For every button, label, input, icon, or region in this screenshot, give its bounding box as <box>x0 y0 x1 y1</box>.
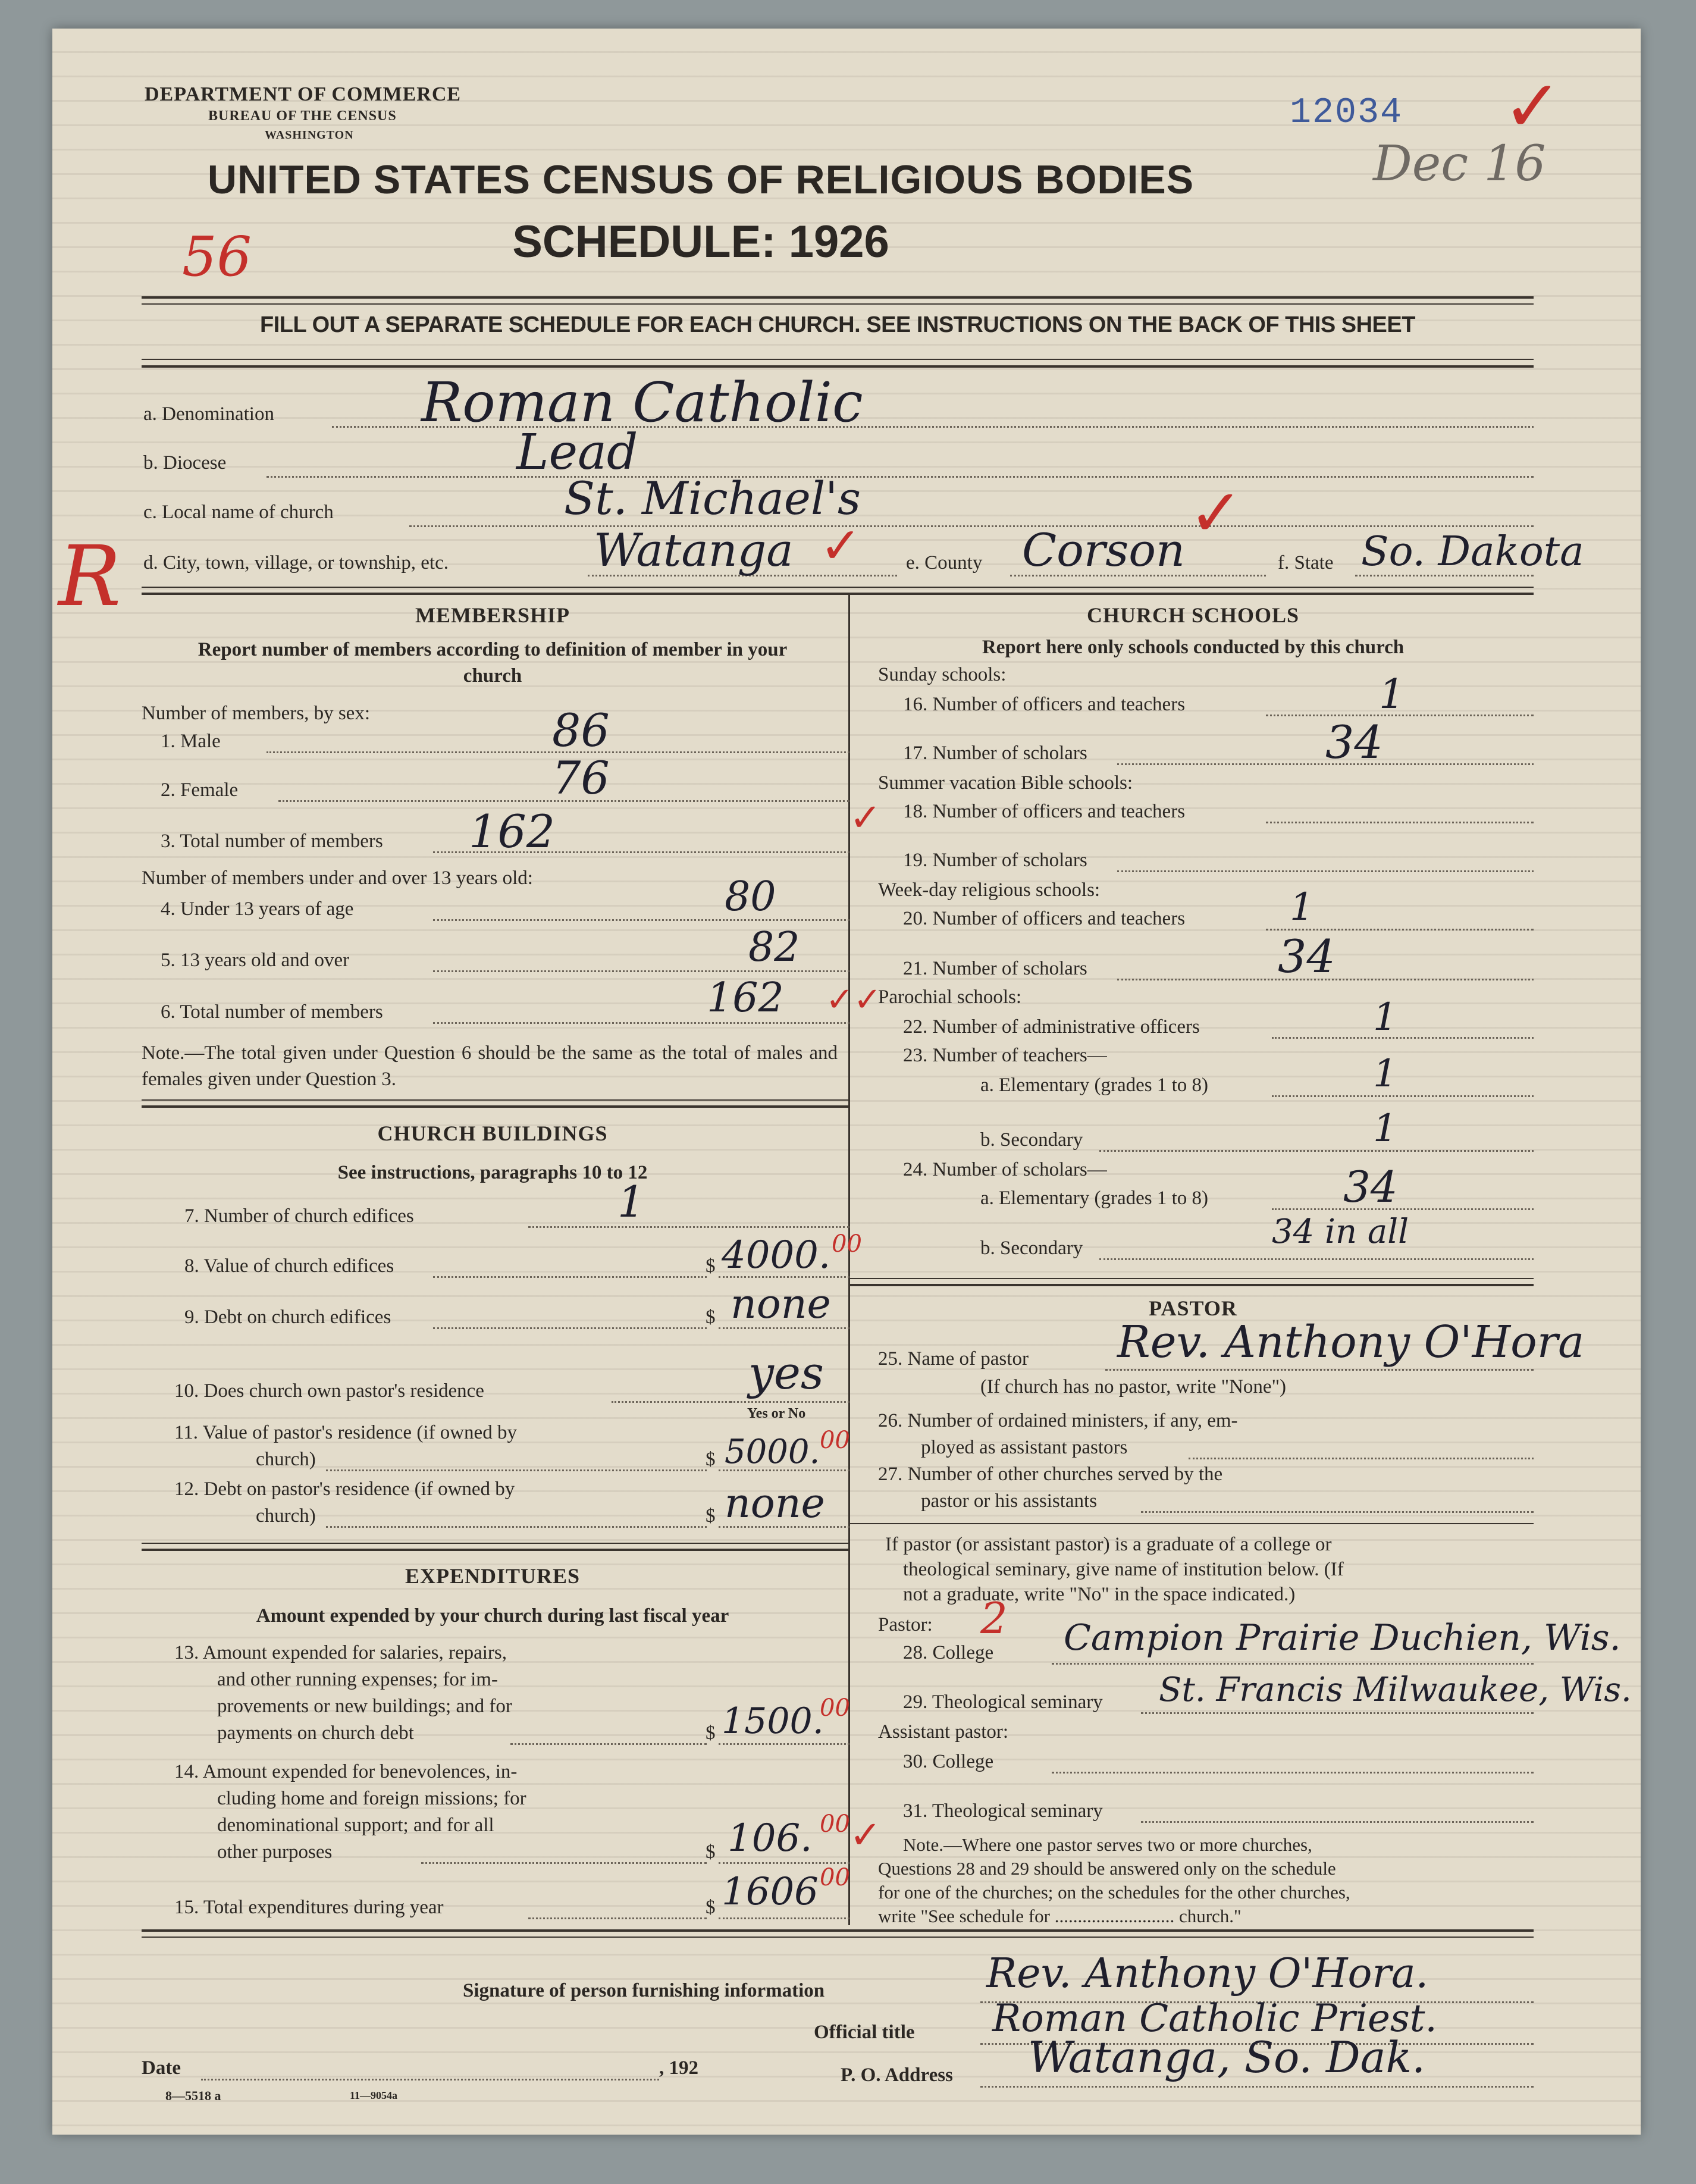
county-value: Corson <box>1022 524 1185 576</box>
po-address-line[interactable] <box>980 2086 1534 2088</box>
buildings-rule-2 <box>142 1549 848 1551</box>
red-check-city: ✓ <box>820 516 862 575</box>
q23b-value: 1 <box>1373 1107 1397 1151</box>
parochial-schools-label: Parochial schools: <box>878 986 1022 1008</box>
pastor-note-2: Questions 28 and 29 should be answered only on the schedule <box>878 1858 1336 1879</box>
membership-rule-2 <box>142 1105 848 1108</box>
q8-cents-mark: 00 <box>832 1230 862 1258</box>
q22-value: 1 <box>1373 995 1397 1039</box>
form-title: UNITED STATES CENSUS OF RELIGIOUS BODIES <box>207 157 1195 202</box>
q29-line[interactable] <box>1141 1712 1534 1714</box>
q12-residence-debt-label-1: 12. Debt on pastor's residence (if owned by <box>174 1478 515 1500</box>
buildings-rule <box>142 1543 848 1544</box>
q28-label: 28. College <box>903 1642 994 1663</box>
q28-line[interactable] <box>1052 1663 1534 1665</box>
q17-label: 17. Number of scholars <box>903 742 1087 764</box>
q25-value: Rev. Anthony O'Hora <box>1117 1317 1585 1368</box>
local-name-line[interactable] <box>409 525 1534 527</box>
q24-label: 24. Number of scholars— <box>903 1159 1107 1180</box>
q11-dollar-sign: $ <box>706 1449 716 1470</box>
q23-label: 23. Number of teachers— <box>903 1045 1107 1066</box>
q23a-label: a. Elementary (grades 1 to 8) <box>980 1074 1209 1096</box>
header-rule-bottom <box>142 359 1534 360</box>
pastor-rule <box>848 1523 1534 1524</box>
state-label: f. State <box>1278 552 1334 574</box>
department-heading: DEPARTMENT OF COMMERCE <box>145 83 462 105</box>
q14-cents-mark: 00 <box>820 1810 850 1838</box>
q24b-line[interactable] <box>1099 1258 1534 1260</box>
q11-cents-mark: 00 <box>820 1427 850 1454</box>
q21-value: 34 <box>1278 930 1336 983</box>
q8-value-label: 8. Value of church edifices <box>184 1255 394 1277</box>
membership-intro: Report number of members according to definition of member in your church <box>197 639 788 687</box>
signature-label: Signature of person furnishing information <box>463 1980 825 2001</box>
census-schedule-sheet <box>52 29 1641 2135</box>
q13-line[interactable] <box>510 1743 707 1745</box>
q14-label-4: other purposes <box>217 1841 333 1863</box>
expenditures-subtitle: Amount expended by your church during last fiscal year <box>256 1605 729 1627</box>
q23a-value: 1 <box>1373 1052 1397 1096</box>
q15-line[interactable] <box>528 1917 707 1919</box>
q12-value: none <box>725 1480 825 1527</box>
q30-line[interactable] <box>1052 1772 1534 1773</box>
city-label: d. City, town, village, or township, etc. <box>143 552 449 574</box>
q9-line[interactable] <box>433 1327 707 1329</box>
q30-label: 30. College <box>903 1751 994 1772</box>
q24a-line[interactable] <box>1272 1208 1534 1210</box>
official-title-label: Official title <box>814 2022 915 2043</box>
q16-value: 1 <box>1379 671 1405 718</box>
q13-label-1: 13. Amount expended for salaries, repairs, <box>174 1642 507 1663</box>
red-check-mark-top: ✓ <box>1503 65 1563 148</box>
summer-schools-label: Summer vacation Bible schools: <box>878 772 1133 794</box>
q13-label-2: and other running expenses; for im- <box>217 1669 498 1690</box>
q9-debt-label: 9. Debt on church edifices <box>184 1306 391 1328</box>
q23b-line[interactable] <box>1099 1150 1534 1152</box>
q15-value: 1606 <box>722 1870 819 1914</box>
q6-total-label: 6. Total number of members <box>161 1001 383 1023</box>
date-line[interactable] <box>201 2079 659 2080</box>
q13-label-3: provements or new buildings; and for <box>217 1696 512 1717</box>
pastor-subhead: Pastor: <box>878 1614 933 1635</box>
q3-total-value: 162 <box>469 805 556 858</box>
red-number-56: 56 <box>182 225 252 289</box>
denomination-value: Roman Catholic <box>421 371 863 434</box>
main-bottom-rule-2 <box>142 1937 1534 1938</box>
q25-label: 25. Name of pastor <box>878 1348 1029 1370</box>
q21-label: 21. Number of scholars <box>903 958 1087 979</box>
q16-label: 16. Number of officers and teachers <box>903 694 1186 715</box>
q10-value: yes <box>748 1346 824 1399</box>
q28-value: Campion Prairie Duchien, Wis. <box>1064 1617 1621 1659</box>
q24b-value: 34 in all <box>1272 1212 1409 1251</box>
church-buildings-title: CHURCH BUILDINGS <box>377 1121 608 1145</box>
column-divider <box>848 593 850 1925</box>
q17-value: 34 <box>1325 716 1383 769</box>
graduate-instruction-3: not a graduate, write "No" in the space indicated.) <box>903 1584 1296 1605</box>
q20-label: 20. Number of officers and teachers <box>903 908 1186 929</box>
stamp-number: 12034 <box>1290 93 1403 133</box>
bureau-heading: BUREAU OF THE CENSUS <box>208 108 397 124</box>
q14-line[interactable] <box>421 1862 707 1864</box>
q18-line[interactable] <box>1266 822 1534 823</box>
pastor-note-3: for one of the churches; on the schedules for the other churches, <box>878 1882 1350 1903</box>
q7-edifices-label: 7. Number of church edifices <box>184 1205 414 1227</box>
graduate-instruction-2: theological seminary, give name of institution below. (If <box>903 1559 1344 1580</box>
q31-line[interactable] <box>1141 1821 1534 1823</box>
q11-line[interactable] <box>326 1469 707 1471</box>
diocese-label: b. Diocese <box>143 452 227 474</box>
po-address-label: P. O. Address <box>841 2064 953 2086</box>
q22-line[interactable] <box>1272 1037 1534 1039</box>
header-rule-bottom-2 <box>142 365 1534 368</box>
separate-schedule-instruction: FILL OUT A SEPARATE SCHEDULE FOR EACH CHURCH. SEE INSTRUCTIONS ON THE BACK OF THIS SHEET <box>260 312 1415 337</box>
header-rule-top <box>142 296 1534 299</box>
church-schools-title: CHURCH SCHOOLS <box>1086 603 1300 627</box>
church-buildings-subtitle: See instructions, paragraphs 10 to 12 <box>337 1162 648 1183</box>
county-label: e. County <box>906 552 983 574</box>
red-mark-2: 2 <box>980 1593 1008 1643</box>
weekday-schools-label: Week-day religious schools: <box>878 879 1101 901</box>
q25-line[interactable] <box>1105 1369 1534 1371</box>
q9-dollar-sign: $ <box>706 1306 716 1328</box>
q27-label-2: pastor or his assistants <box>921 1490 1098 1512</box>
q26-line[interactable] <box>1189 1458 1534 1459</box>
washington-heading: WASHINGTON <box>265 129 354 142</box>
q14-label-3: denominational support; and for all <box>217 1815 494 1836</box>
q3-total-label: 3. Total number of members <box>161 831 383 852</box>
q8-line[interactable] <box>433 1276 707 1278</box>
header-rule-top-2 <box>142 303 1534 305</box>
q18-label: 18. Number of officers and teachers <box>903 801 1186 822</box>
q23a-line[interactable] <box>1272 1095 1534 1097</box>
date-label: Date <box>142 2057 181 2079</box>
q6-total-value: 162 <box>707 975 784 1022</box>
q2-female-value: 76 <box>552 751 610 804</box>
q23b-label: b. Secondary <box>980 1129 1083 1151</box>
fields-rule-2 <box>142 593 1534 595</box>
q15-dollar-sign: $ <box>706 1897 716 1918</box>
q24b-label: b. Secondary <box>980 1237 1083 1259</box>
q15-cents-mark: 00 <box>820 1864 850 1891</box>
schools-rule <box>848 1278 1534 1279</box>
q10-line[interactable] <box>612 1401 731 1403</box>
q14-value: 106. <box>728 1816 813 1860</box>
q31-label: 31. Theological seminary <box>903 1800 1103 1822</box>
diocese-value: Lead <box>516 424 638 481</box>
q29-value: St. Francis Milwaukee, Wis. <box>1159 1671 1632 1709</box>
membership-title: MEMBERSHIP <box>415 603 570 627</box>
q12-line[interactable] <box>326 1526 707 1528</box>
red-check-q3: ✓ <box>849 796 882 840</box>
q8-value: 4000. <box>722 1233 831 1277</box>
date-year-label: , 192 <box>659 2057 698 2079</box>
main-bottom-rule <box>142 1929 1534 1932</box>
schools-rule-2 <box>848 1284 1534 1286</box>
q13-cents-mark: 00 <box>820 1694 850 1722</box>
fields-rule <box>142 587 1534 588</box>
q14-label-2: cluding home and foreign missions; for <box>217 1788 526 1809</box>
q2-female-label: 2. Female <box>161 779 239 801</box>
q8-dollar-sign: $ <box>706 1255 716 1277</box>
q9-value: none <box>731 1281 831 1328</box>
red-letter-r: R <box>58 528 121 625</box>
q12-dollar-sign: $ <box>706 1505 716 1527</box>
q4-under13-value: 80 <box>725 873 776 920</box>
local-name-value: St. Michael's <box>564 472 861 525</box>
q1-male-label: 1. Male <box>161 731 221 752</box>
q7-line[interactable] <box>528 1226 849 1228</box>
membership-rule <box>142 1099 848 1101</box>
membership-note: Note.—The total given under Question 6 should be the same as the total of males and females given under Question 3. <box>142 1042 838 1090</box>
members-by-sex-label: Number of members, by sex: <box>142 703 370 724</box>
q14-label-1: 14. Amount expended for benevolences, in- <box>174 1761 518 1782</box>
q4-under13-label: 4. Under 13 years of age <box>161 898 354 920</box>
q22-label: 22. Number of administrative officers <box>903 1016 1200 1038</box>
official-title-value: Roman Catholic Priest. <box>992 1997 1437 2041</box>
q5-over13-label: 5. 13 years old and over <box>161 950 350 971</box>
q27-line[interactable] <box>1141 1511 1534 1513</box>
print-number: 11—9054a <box>350 2089 398 2101</box>
denomination-label: a. Denomination <box>143 403 274 425</box>
pastor-note-1: Note.—Where one pastor serves two or more churches, <box>903 1834 1312 1855</box>
q13-dollar-sign: $ <box>706 1722 716 1744</box>
diocese-line[interactable] <box>267 476 1534 478</box>
q14-dollar-sign: $ <box>706 1841 716 1863</box>
pastor-note-4: write "See schedule for .......................... church." <box>878 1906 1242 1926</box>
q15-total-label: 15. Total expenditures during year <box>174 1897 444 1918</box>
graduate-instruction-1: If pastor (or assistant pastor) is a graduate of a college or <box>885 1534 1332 1555</box>
q27-label-1: 27. Number of other churches served by the <box>878 1464 1223 1485</box>
red-check-county: ✓ <box>1189 475 1244 551</box>
state-value: So. Dakota <box>1361 528 1584 575</box>
q4-line[interactable] <box>433 919 849 921</box>
red-check-q14: ✓ <box>849 1813 882 1857</box>
q10-residence-label: 10. Does church own pastor's residence <box>174 1380 484 1402</box>
q24a-label: a. Elementary (grades 1 to 8) <box>980 1187 1209 1209</box>
q26-label-1: 26. Number of ordained ministers, if any, em- <box>878 1410 1238 1431</box>
q10-answer-line[interactable] <box>731 1401 849 1403</box>
q19-line[interactable] <box>1117 870 1534 872</box>
q6-line[interactable] <box>433 1022 849 1024</box>
q13-value: 1500. <box>722 1700 824 1742</box>
q25-hint: (If church has no pastor, write "None") <box>980 1376 1287 1397</box>
q20-value: 1 <box>1290 885 1314 929</box>
q26-label-2: ployed as assistant pastors <box>921 1437 1128 1458</box>
q5-over13-value: 82 <box>748 924 800 971</box>
red-check-q6: ✓✓ <box>826 980 882 1019</box>
q10-yes-no-hint: Yes or No <box>747 1406 806 1421</box>
q15-amount-line[interactable] <box>719 1917 849 1919</box>
church-schools-subtitle: Report here only schools conducted by this church <box>982 637 1405 658</box>
signature-value: Rev. Anthony O'Hora. <box>986 1950 1429 1997</box>
q12-residence-debt-label-2: church) <box>256 1505 316 1527</box>
q1-male-value: 86 <box>552 704 610 757</box>
pencil-date-note: Dec 16 <box>1373 136 1546 192</box>
city-value: Watanga <box>594 524 794 576</box>
q13-label-4: payments on church debt <box>217 1722 414 1744</box>
assistant-pastor-subhead: Assistant pastor: <box>878 1721 1009 1743</box>
q11-residence-value-label-1: 11. Value of pastor's residence (if owned by <box>174 1422 517 1443</box>
schedule-title: SCHEDULE: 1926 <box>512 217 889 267</box>
form-number: 8—5518 a <box>165 2088 221 2103</box>
members-by-age-label: Number of members under and over 13 years old: <box>142 867 533 889</box>
sunday-schools-label: Sunday schools: <box>878 664 1007 685</box>
local-name-label: c. Local name of church <box>143 502 334 523</box>
q24a-value: 34 <box>1343 1162 1398 1212</box>
expenditures-title: EXPENDITURES <box>405 1564 581 1588</box>
q11-value: 5000. <box>725 1433 820 1471</box>
q29-label: 29. Theological seminary <box>903 1691 1103 1713</box>
pastor-title: PASTOR <box>1149 1296 1237 1320</box>
po-address-value: Watanga, So. Dak. <box>1028 2032 1426 2082</box>
q13-amount-line[interactable] <box>719 1743 849 1745</box>
q19-label: 19. Number of scholars <box>903 850 1087 871</box>
q11-residence-value-label-2: church) <box>256 1449 316 1470</box>
q7-edifices-value: 1 <box>617 1177 645 1227</box>
